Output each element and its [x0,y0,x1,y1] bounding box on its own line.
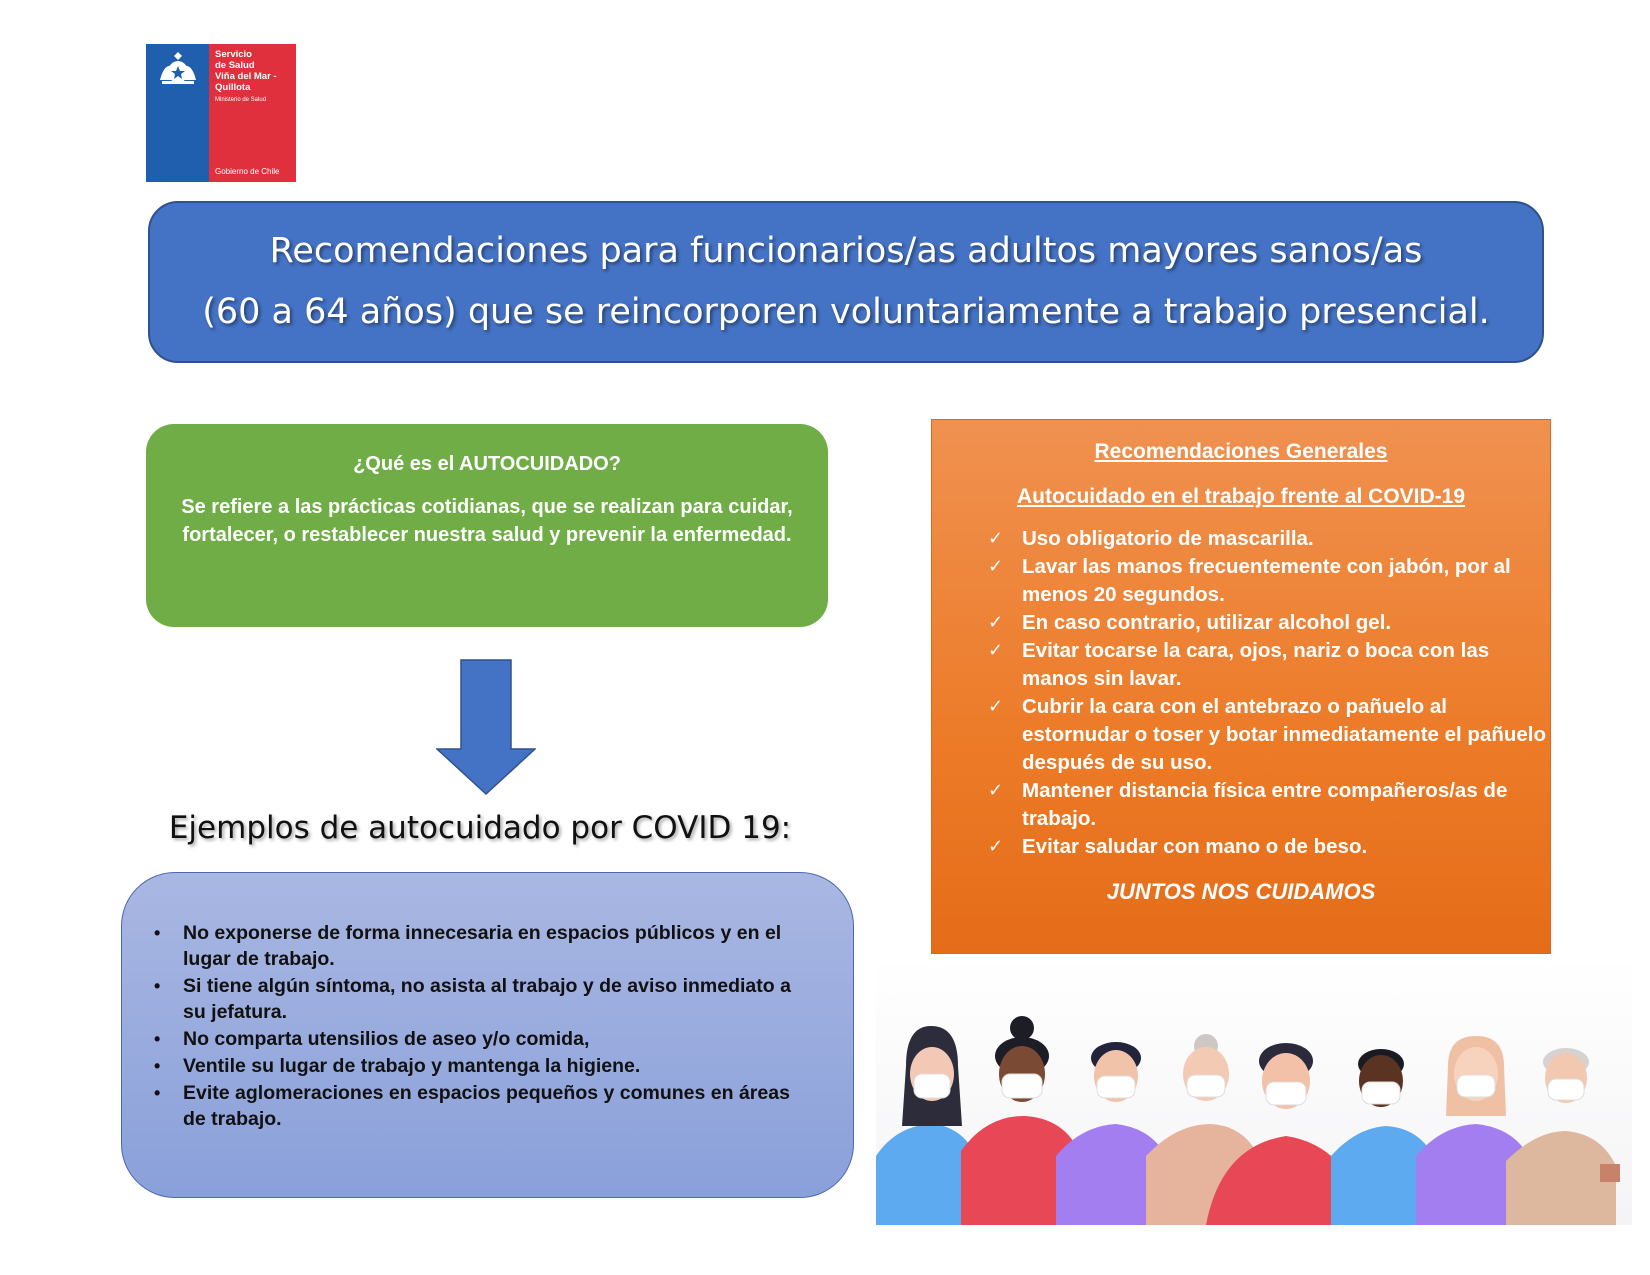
list-item: ✓ Mantener distancia física entre compañeros/as de trabajo. [988,777,1550,833]
examples-title: Ejemplos de autocuidado por COVID 19: [168,810,792,846]
logo-blue-panel [146,44,209,182]
general-heading: Recomendaciones Generales [1094,440,1388,463]
banner-title-line-2: (60 a 64 años) que se reincorporen voluntariamente a trabajo presencial. [202,292,1490,332]
list-item: ✓ En caso contrario, utilizar alcohol gel. [988,609,1550,637]
autocuidado-definition-box [146,424,828,627]
slogan: JUNTOS NOS CUIDAMOS [1106,879,1376,904]
list-item: ✓ Cubrir la cara con el antebrazo o pañuelo al estornudar o toser y botar inmediatamente el pañuelo después de su uso. [988,693,1550,777]
list-item: ✓ Uso obligatorio de mascarilla. [988,525,1550,553]
logo-ministry: Ministerio de Salud [215,97,267,103]
health-service-logo [146,44,296,182]
general-subheading: Autocuidado en el trabajo frente al COVID-19 [1016,485,1466,508]
list-item: • Evite aglomeraciones en espacios pequeños y comunes en áreas de trabajo. [152,1080,812,1132]
logo-org-name: Servicio de Salud Viña del Mar - Quillota [215,49,277,93]
list-item: • No exponerse de forma innecesaria en espacios públicos y en el lugar de trabajo. [152,920,812,972]
list-item: ✓ Evitar saludar con mano o de beso. [988,833,1550,861]
list-item: ✓ Evitar tocarse la cara, ojos, nariz o boca con las manos sin lavar. [988,637,1550,693]
general-recommendations-box [931,419,1551,954]
down-arrow-icon [436,659,536,796]
list-item: • No comparta utensilios de aseo y/o comida, [152,1026,812,1052]
logo-red-panel [209,44,296,182]
list-item: • Ventile su lugar de trabajo y mantenga la higiene. [152,1053,812,1079]
title-banner [148,201,1544,363]
list-item: ✓ Lavar las manos frecuentemente con jabón, por al menos 20 segundos. [988,553,1550,609]
coat-of-arms-icon [154,50,202,90]
examples-box [121,872,854,1198]
masked-people-illustration [876,956,1632,1225]
logo-government: Gobierno de Chile [215,167,280,176]
banner-title-line-1: Recomendaciones para funcionarios/as adultos mayores sanos/as [269,231,1423,271]
recommendations-list [932,525,1550,861]
autocuidado-definition: Se refiere a las prácticas cotidianas, que se realizan para cuidar, fortalecer, o restablecer nuestra salud y prevenir la enfermedad. [181,496,793,546]
list-item: • Si tiene algún síntoma, no asista al trabajo y de aviso inmediato a su jefatura. [152,973,812,1025]
autocuidado-question: ¿Qué es el AUTOCUIDADO? [353,453,621,475]
examples-list [152,920,812,1133]
